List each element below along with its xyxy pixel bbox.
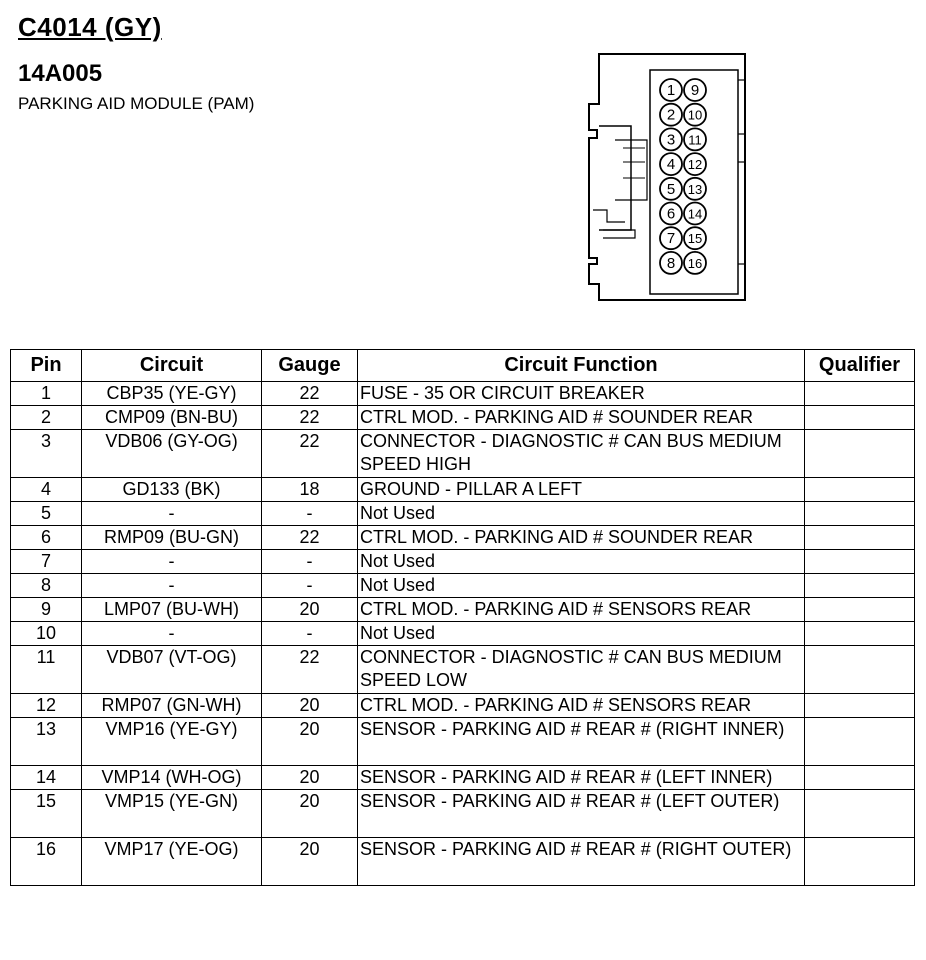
pin-cell: 6 [11, 526, 82, 550]
connector-title: C4014 (GY) [18, 12, 162, 42]
pin-cell: 2 [11, 406, 82, 430]
circuit-cell: GD133 (BK) [82, 478, 262, 502]
gauge-cell: 20 [262, 766, 358, 790]
qualifier-cell [805, 622, 915, 646]
circuit-function-cell: FUSE - 35 OR CIRCUIT BREAKER [358, 382, 805, 406]
table-row [11, 838, 915, 886]
col-header-qualifier: Qualifier [805, 350, 915, 382]
table-row [11, 622, 915, 646]
circuit-cell: CBP35 (YE-GY) [82, 382, 262, 406]
pin-number-label: 15 [687, 231, 703, 247]
col-header-pin: Pin [11, 350, 82, 382]
pinout-table [10, 349, 915, 886]
connector-face-diagram [575, 50, 755, 305]
gauge-cell: 20 [262, 598, 358, 622]
qualifier-cell [805, 574, 915, 598]
circuit-cell: VDB07 (VT-OG) [82, 646, 262, 694]
circuit-cell: VMP16 (YE-GY) [82, 718, 262, 766]
circuit-function-cell: CONNECTOR - DIAGNOSTIC # CAN BUS MEDIUM SPEED HIGH [358, 430, 805, 478]
circuit-cell: VMP15 (YE-GN) [82, 790, 262, 838]
pin-number-label: 4 [666, 156, 676, 174]
circuit-cell: - [82, 574, 262, 598]
qualifier-cell [805, 838, 915, 886]
pin-number-label: 2 [666, 106, 676, 124]
circuit-function-cell: SENSOR - PARKING AID # REAR # (LEFT INNER) [358, 766, 805, 790]
table-row [11, 694, 915, 718]
gauge-cell: - [262, 622, 358, 646]
qualifier-cell [805, 406, 915, 430]
gauge-cell: 22 [262, 430, 358, 478]
pin-cell: 9 [11, 598, 82, 622]
pin-cell: 8 [11, 574, 82, 598]
table-row [11, 790, 915, 838]
gauge-cell: 20 [262, 718, 358, 766]
gauge-cell: 20 [262, 790, 358, 838]
part-number: 14A005 [18, 60, 103, 87]
circuit-function-cell: CTRL MOD. - PARKING AID # SENSORS REAR [358, 694, 805, 718]
pin-number-label: 1 [666, 82, 676, 99]
gauge-cell: 20 [262, 694, 358, 718]
circuit-function-cell: CONNECTOR - DIAGNOSTIC # CAN BUS MEDIUM SPEED LOW [358, 646, 805, 694]
pin-number-label: 8 [666, 254, 676, 272]
module-description: PARKING AID MODULE (PAM) [18, 94, 255, 113]
pin-number-label: 9 [690, 82, 700, 99]
pin-cell: 14 [11, 766, 82, 790]
table-row [11, 718, 915, 766]
qualifier-cell [805, 430, 915, 478]
pin-cell: 11 [11, 646, 82, 694]
pin-number-label: 10 [687, 107, 703, 123]
gauge-cell: 20 [262, 838, 358, 886]
table-row [11, 478, 915, 502]
circuit-function-cell: SENSOR - PARKING AID # REAR # (RIGHT OUTER) [358, 838, 805, 886]
qualifier-cell [805, 598, 915, 622]
qualifier-cell [805, 478, 915, 502]
gauge-cell: - [262, 502, 358, 526]
circuit-function-cell: GROUND - PILLAR A LEFT [358, 478, 805, 502]
circuit-cell: LMP07 (BU-WH) [82, 598, 262, 622]
pin-cell: 1 [11, 382, 82, 406]
table-row [11, 598, 915, 622]
circuit-cell: VMP14 (WH-OG) [82, 766, 262, 790]
gauge-cell: 22 [262, 382, 358, 406]
pin-number-label: 5 [666, 180, 676, 198]
pin-cell: 16 [11, 838, 82, 886]
gauge-cell: - [262, 574, 358, 598]
pin-number-label: 6 [666, 205, 676, 223]
table-row [11, 646, 915, 694]
pin-number-label: 12 [687, 157, 703, 173]
pin-number-label: 7 [666, 230, 676, 248]
table-row [11, 550, 915, 574]
table-row [11, 766, 915, 790]
circuit-cell: RMP09 (BU-GN) [82, 526, 262, 550]
circuit-function-cell: SENSOR - PARKING AID # REAR # (LEFT OUTER) [358, 790, 805, 838]
circuit-function-cell: SENSOR - PARKING AID # REAR # (RIGHT INNER) [358, 718, 805, 766]
qualifier-cell [805, 790, 915, 838]
table-row [11, 406, 915, 430]
pin-number-label: 11 [688, 132, 702, 148]
pin-cell: 4 [11, 478, 82, 502]
circuit-function-cell: Not Used [358, 574, 805, 598]
pin-number-label: 3 [666, 131, 676, 149]
gauge-cell: 22 [262, 406, 358, 430]
qualifier-cell [805, 502, 915, 526]
pin-cell: 3 [11, 430, 82, 478]
pin-cell: 7 [11, 550, 82, 574]
qualifier-cell [805, 766, 915, 790]
col-header-circuit: Circuit [82, 350, 262, 382]
qualifier-cell [805, 646, 915, 694]
pin-cell: 10 [11, 622, 82, 646]
table-row [11, 382, 915, 406]
qualifier-cell [805, 382, 915, 406]
pin-cell: 5 [11, 502, 82, 526]
circuit-cell: - [82, 622, 262, 646]
gauge-cell: 22 [262, 646, 358, 694]
col-header-gauge: Gauge [262, 350, 358, 382]
pin-cell: 15 [11, 790, 82, 838]
qualifier-cell [805, 550, 915, 574]
table-row [11, 526, 915, 550]
gauge-cell: - [262, 550, 358, 574]
pin-number-label: 13 [687, 181, 703, 197]
circuit-function-cell: Not Used [358, 502, 805, 526]
pin-cell: 13 [11, 718, 82, 766]
pin-cell: 12 [11, 694, 82, 718]
pin-number-label: 14 [687, 206, 703, 222]
table-row [11, 502, 915, 526]
qualifier-cell [805, 694, 915, 718]
pin-circles [660, 79, 706, 274]
circuit-cell: - [82, 502, 262, 526]
circuit-cell: CMP09 (BN-BU) [82, 406, 262, 430]
circuit-function-cell: Not Used [358, 550, 805, 574]
table-header-row [11, 350, 915, 382]
circuit-cell: - [82, 550, 262, 574]
circuit-cell: VMP17 (YE-OG) [82, 838, 262, 886]
table-row [11, 574, 915, 598]
col-header-circuit-function: Circuit Function [358, 350, 805, 382]
gauge-cell: 22 [262, 526, 358, 550]
circuit-function-cell: Not Used [358, 622, 805, 646]
circuit-cell: VDB06 (GY-OG) [82, 430, 262, 478]
gauge-cell: 18 [262, 478, 358, 502]
circuit-cell: RMP07 (GN-WH) [82, 694, 262, 718]
table-row [11, 430, 915, 478]
pin-number-label: 16 [687, 255, 703, 271]
circuit-function-cell: CTRL MOD. - PARKING AID # SOUNDER REAR [358, 526, 805, 550]
circuit-function-cell: CTRL MOD. - PARKING AID # SOUNDER REAR [358, 406, 805, 430]
qualifier-cell [805, 526, 915, 550]
qualifier-cell [805, 718, 915, 766]
circuit-function-cell: CTRL MOD. - PARKING AID # SENSORS REAR [358, 598, 805, 622]
